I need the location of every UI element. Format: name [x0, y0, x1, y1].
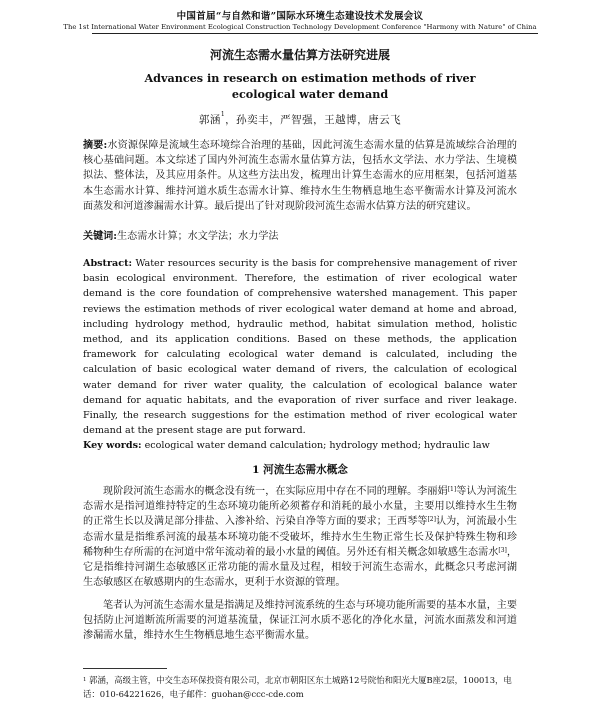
body-paragraph-2: 笔者认为河流生态需水量是指满足及维持河流系统的生态与环境功能所需要的基本水量，主要包括防止河道断流所需要的河道基流量，保证江河水质不恶化的净化水量，河流水面蒸发和河道渗漏需水量，维持水生生物栖息地生态平衡需水量。 [83, 600, 517, 642]
citation-1[interactable]: [1] [447, 486, 457, 493]
keywords-en-text: ecological water demand calculation; hydrology method; hydraulic law [144, 440, 490, 451]
paper-title-cn: 河流生态需水量估算方法研究进展 [209, 48, 390, 62]
abstract-cn-label: 摘要: [83, 140, 108, 151]
keywords-cn [83, 229, 517, 244]
keywords-en [83, 438, 517, 453]
conference-title-en: The 1st International Water Environment Ecological Construction Technology Development Conference "Harmony with Nature" of China [63, 23, 537, 31]
para1-part-b: 等认为河流生态需水是指河道维持特定的生态环境功能所必须蓄存和消耗的最小水量，主要用以维持水生生物的正常生长以及满足部分排盐、入渗补给、污染自净等方面的要求；王西琴等 [83, 486, 518, 528]
first-author: 郭涵 [198, 114, 221, 126]
body-paragraph-1 [83, 484, 517, 590]
author-list [0, 112, 600, 127]
footnote-marker: 1 [83, 677, 87, 683]
para1-part-c: 认为，河流最小生态需水量是指维系河流的最基本环境功能不受破坏，维持水生生物正常生长及保护特殊生物和珍稀物种生存所需的在河道中常年流动着的最小水量的阈值。另外还有相关概念如敏感生态需水 [83, 516, 518, 558]
abstract-cn [83, 138, 517, 214]
conference-header [0, 8, 600, 31]
citation-3[interactable]: [3] [498, 546, 507, 554]
header-divider [92, 33, 538, 34]
co-authors: ，孙奕丰，严智强，王越博，唐云飞 [225, 114, 402, 126]
paper-title-en: Advances in research on estimation methods of river ecological water demand [144, 71, 476, 101]
para1-part-d: ，它是指维持河湖生态敏感区正常功能的需水量及过程，相较于河流生态需水，此概念只考虑河湖生态敏感区在敏感期内的生态需水，更利于水资源的管理。 [83, 546, 518, 589]
citation-2[interactable]: [2] [427, 516, 436, 524]
abstract-en [83, 256, 517, 438]
footnote-text: 郭涵，高级主管，中交生态环保投资有限公司，北京市朝阳区东土城路12号院怡和阳光大厦B座2层，100013，电话：010-64221626，电子邮件：guohan@ccc-cde.com [83, 675, 512, 699]
author-footnote [83, 673, 517, 701]
author-footnote-marker: 1 [220, 111, 226, 118]
abstract-cn-text: 水资源保障是流域生态环境综合治理的基础，因此河流生态需水量的估算是流域综合治理的核心基础问题。本文综述了国内外河流生态需水量估算方法，包括水文学法、水力学法、生境模拟法、整体法，及其应用条件。从这些方法出发，梳理出计算生态需水的应用框架，包括河道基本生态需水计算、维持河道水质生态需水计算、维持水生生物栖息地生态平衡需水计算及河流水面蒸发和河道渗漏需水计算。最后提出了针对现阶段河流生态需水估算方法的研究建议。 [83, 140, 517, 212]
keywords-en-label: Key words: [83, 440, 142, 451]
conference-title-cn: 中国首届“与自然和谐”国际水环境生态建设技术发展会议 [176, 11, 424, 22]
abstract-en-text: Water resources security is the basis for comprehensive management of river basin ecological environment. Therefore, the estimation of river ecological water demand is the core foundation of comprehensive watershed management. This paper reviews the estimation methods of river ecological water demand at home and abroad, including hydrology method, hydraulic method, habitat simulation method, holistic method, and its application conditions. Based on these methods, the application framework for calculating ecological water demand is calculated, including the calculation of basic ecological water demand of rivers, the calculation of ecological water demand for river water quality, the calculation of ecological balance water demand for aquatic habitats, and the evaporation of river surface and river leakage. Finally, the research suggestions for the estimation method of river ecological water demand at the present stage are put forward. [83, 258, 517, 437]
para1-part-a: 现阶段河流生态需水的概念没有统一，在实际应用中存在不同的理解。李丽娟 [103, 486, 448, 497]
keywords-cn-label: 关键词: [83, 231, 118, 242]
section-heading: 1 河流生态需水概念 [252, 464, 348, 476]
abstract-en-label: Abstract: [83, 258, 133, 269]
footnote-divider [83, 668, 167, 669]
keywords-cn-text: 生态需水计算；水文学法；水力学法 [117, 231, 279, 242]
